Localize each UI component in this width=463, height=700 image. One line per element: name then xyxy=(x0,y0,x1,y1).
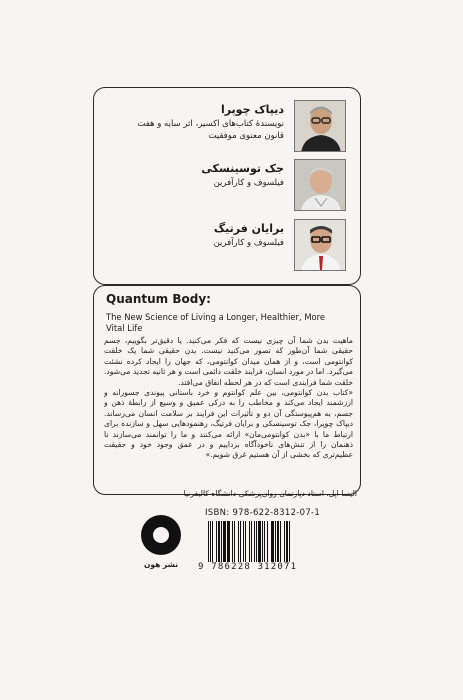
author-fertig xyxy=(94,219,360,271)
description-text xyxy=(104,336,353,486)
endorsement-credit: الیسا اپل، استاد دپارتمان روان‌پزشکی دانشگاه کالیفرنیا xyxy=(183,489,357,498)
author-role: فیلسوف و کارآفرین xyxy=(213,238,284,248)
author-photo-fertig xyxy=(294,219,346,271)
book-title-english: Quantum Body: xyxy=(106,292,211,306)
author-chopra xyxy=(94,100,360,152)
description-paragraph: ماهیت بدن شما آن چیزی نیست که فکر می‌کنید. یا دقیق‌تر بگوییم، جسم حقیقی شما آن‌طور که تصور می‌کنید نیست. بدن حقیقی شما یک خلقت کوانتومی است، و از همان میدان کوانتومی، که جهان را ایجاد کرده نشئت می‌گیرد. اما در مورد انسان، فرایند خلقت دائمی است و هر ثانیه تجدید می‌شود. خلقت شما فرایندی است که در هر لحظه اتفاق می‌افتد. xyxy=(104,336,353,387)
description-paragraph: «کتاب بدن کوانتومی، بین علم کوانتوم و خرد باستانی پیوندی جسورانه و ارزشمند ایجاد می‌کند و مخاطب را به درکی عمیق و وسیع از رابطهٔ ذهن و جسم، به هم‌پیوستگی آن دو و تأثیرات این فرایند بر سلامت انسان می‌رساند. دیپاک چوپرا، جک توسینسکی و برایان فرتیگ، رهنمودهایی سهل و سازنده برای ارتباط ما با «بدن کوانتومی‌مان» ارائه می‌کنند و ما را توانمند می‌سازند تا ذهنمان را از تنش‌های ناخودآگاه بزداییم و در عمق وجود خود و حقیقت عظیم‌تری که بخشی از آن هستیم غرق شویم.» xyxy=(104,388,353,460)
isbn-number: ISBN: 978-622-8312-07-1 xyxy=(205,508,321,518)
publisher-name: نشر هون xyxy=(143,560,179,569)
barcode xyxy=(198,521,330,571)
barcode-stripe xyxy=(289,521,290,562)
barcode-digits: 9 786228 312071 xyxy=(198,562,298,572)
publisher-logo xyxy=(139,515,183,575)
book-subtitle-english: The New Science of Living a Longer, Healthier, More Vital Life xyxy=(106,312,326,333)
author-photo-chopra xyxy=(294,100,346,152)
authors-box xyxy=(93,87,361,285)
author-tuszynski xyxy=(94,159,360,211)
barcode-bars xyxy=(208,521,290,562)
publisher-logo-icon xyxy=(141,515,181,555)
author-name: برایان فرتیگ xyxy=(213,222,284,235)
author-role: فیلسوف و کارآفرین xyxy=(213,178,284,188)
author-name: جک توسینسکی xyxy=(201,162,284,175)
author-photo-tuszynski xyxy=(294,159,346,211)
author-name: دیپاک چوپرا xyxy=(220,103,284,116)
author-role: نویسندهٔ کتاب‌های اکسیر، اثر سایه و هفت قانون معنوی موفقیت xyxy=(137,119,284,141)
